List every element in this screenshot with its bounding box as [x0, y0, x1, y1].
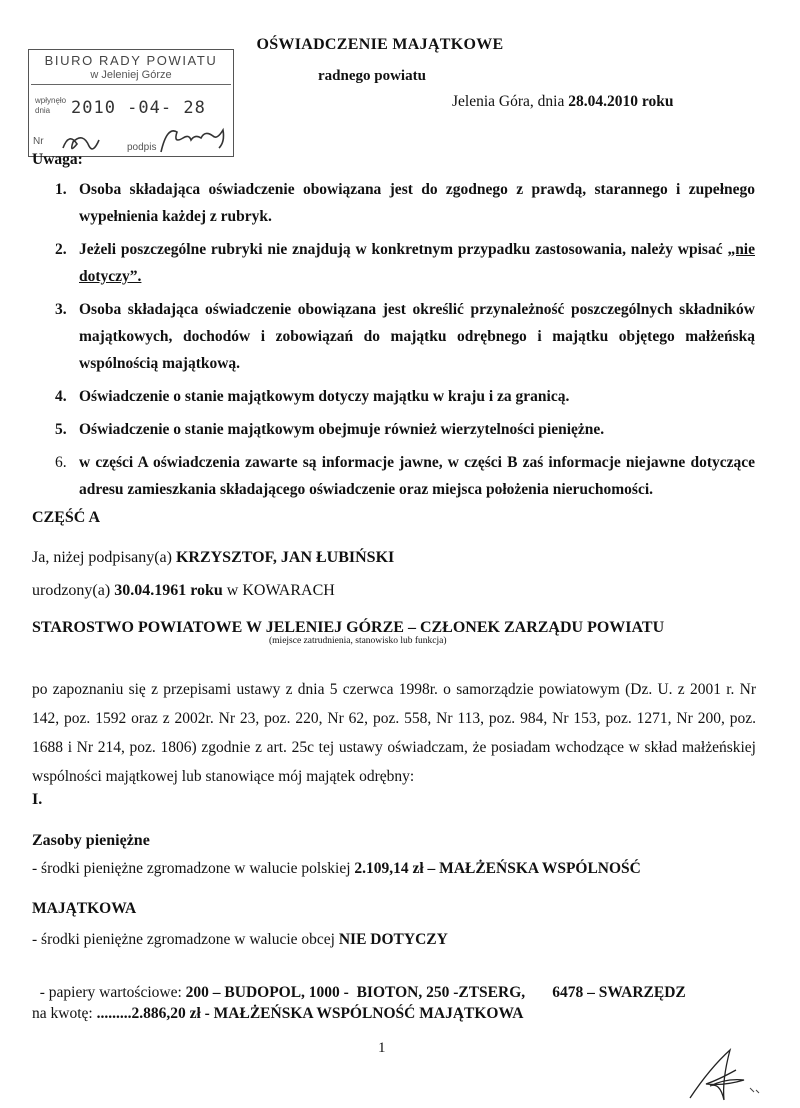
- received-stamp: [28, 49, 234, 157]
- employment-line: STAROSTWO POWIATOWE W JELENIEJ GÓRZE – CZŁONEK ZARZĄDU POWIATU: [32, 619, 665, 636]
- document-subtitle: radnego powiatu: [318, 68, 426, 84]
- place-and-date: [452, 93, 673, 111]
- part-a-heading: CZĘŚĆ A: [32, 509, 101, 526]
- amount-line: na kwotę: .........2.886,20 zł - MAŁŻEŃSKA WSPÓLNOŚĆ MAJĄTKOWA: [32, 1005, 524, 1022]
- stamp-received-label: wpłynęło dnia: [35, 96, 67, 115]
- pln-funds-line: - środki pieniężne zgromadzone w walucie polskiej 2.109,14 zł – MAŁŻEŃSKA WSPÓLNOŚĆ: [32, 860, 641, 877]
- stamp-divider: [31, 84, 231, 85]
- section-heading: Zasoby pieniężne: [32, 832, 150, 849]
- list-item: 1. Osoba składająca oświadczenie obowiązana jest do zgodnego z prawdą, starannego i zupełnego wypełnienia każdej z rubryk.: [55, 181, 755, 225]
- foreign-funds-value: NIE DOTYCZY: [338, 931, 448, 948]
- list-item: 5. Oświadczenie o stanie majątkowym obejmuje również wierzytelności pieniężne.: [55, 421, 605, 438]
- not-applicable-phrase: „nie dotyczy”.: [79, 241, 755, 285]
- stamp-nr-label: Nr: [33, 136, 44, 147]
- page-number: 1: [378, 1040, 386, 1056]
- pln-funds-value-continued: MAJĄTKOWA: [32, 900, 137, 917]
- notes-list: [55, 176, 755, 509]
- securities-line: - papiery wartościowe: 200 – BUDOPOL, 1000 - BIOTON, 250 -ZTSERG, 6478 – SWARZĘDZ: [39, 984, 686, 1001]
- list-item: 2. Jeżeli poszczególne rubryki nie znajdują w konkretnym przypadku zastosowania, należy wpisać „nie dotyczy”.: [55, 241, 755, 285]
- employment-note: (miejsce zatrudnienia, stanowisko lub funkcja): [269, 636, 447, 646]
- stamp-signature-label: podpis: [127, 142, 157, 153]
- amount-value: .........2.886,20 zł - MAŁŻEŃSKA WSPÓLNOŚĆ MAJĄTKOWA: [96, 1005, 524, 1022]
- stamp-received-date: 2010 -04- 28: [71, 98, 206, 118]
- foreign-funds-line: - środki pieniężne zgromadzone w walucie obcej NIE DOTYCZY: [32, 931, 448, 948]
- declarant-name: KRZYSZTOF, JAN ŁUBIŃSKI: [175, 549, 395, 566]
- list-item: 6. w części A oświadczenia zawarte są informacje jawne, w części B zaś informacje niejawne dotyczące adresu zamieszkania składającego oświadczenie oraz miejsca położenia nieruchomości.: [55, 454, 755, 498]
- place-date-value: 28.04.2010 roku: [568, 93, 674, 110]
- section-roman-numeral: I.: [32, 791, 43, 808]
- birth-date: 30.04.1961 roku: [114, 582, 223, 599]
- declaration-paragraph: po zapoznaniu się z przepisami ustawy z dnia 5 czerwca 1998r. o samorządzie powiatowym (Dz. U. z 2001 r. Nr 142, poz. 1592 oraz z 2002r. Nr 23, poz. 220, Nr 62, poz. 558, Nr 113, poz. 984, Nr 153, poz. 1271, Nr 200, poz. 1688 i Nr 214, poz. 1806) zgodnie z art. 25c tej ustawy oświadczam, że posiadam wchodzące w skład małżeńskiej wspólności majątkowej lub stanowiące mój majątek odrębny:: [32, 681, 756, 785]
- place-date-prefix: Jelenia Góra, dnia: [452, 93, 569, 110]
- birth-place: KOWARACH: [242, 582, 335, 599]
- document-title: OŚWIADCZENIE MAJĄTKOWE: [256, 36, 504, 53]
- pln-funds-value: 2.109,14 zł – MAŁŻEŃSKA WSPÓLNOŚĆ: [354, 860, 641, 877]
- declarant-line: Ja, niżej podpisany(a) KRZYSZTOF, JAN ŁUBIŃSKI: [32, 549, 395, 566]
- stamp-city: w Jeleniej Górze: [90, 69, 172, 81]
- birth-line: urodzony(a) 30.04.1961 roku w KOWARACH: [32, 582, 335, 599]
- securities-value: 200 – BUDOPOL, 1000 - BIOTON, 250 -ZTSERG, 6478 – SWARZĘDZ: [185, 984, 686, 1001]
- signature-graphic: [672, 1040, 772, 1106]
- notes-heading: Uwaga:: [32, 151, 83, 168]
- list-item: 3. Osoba składająca oświadczenie obowiązana jest określić przynależność poszczególnych składników majątkowych, dochodów i zobowiązań do majątku odrębnego i majątku objętego małżeńską wspólnością majątkową.: [55, 301, 755, 372]
- list-item: 4. Oświadczenie o stanie majątkowym dotyczy majątku w kraju i za granicą.: [55, 388, 570, 405]
- stamp-office: BIURO RADY POWIATU: [44, 53, 218, 68]
